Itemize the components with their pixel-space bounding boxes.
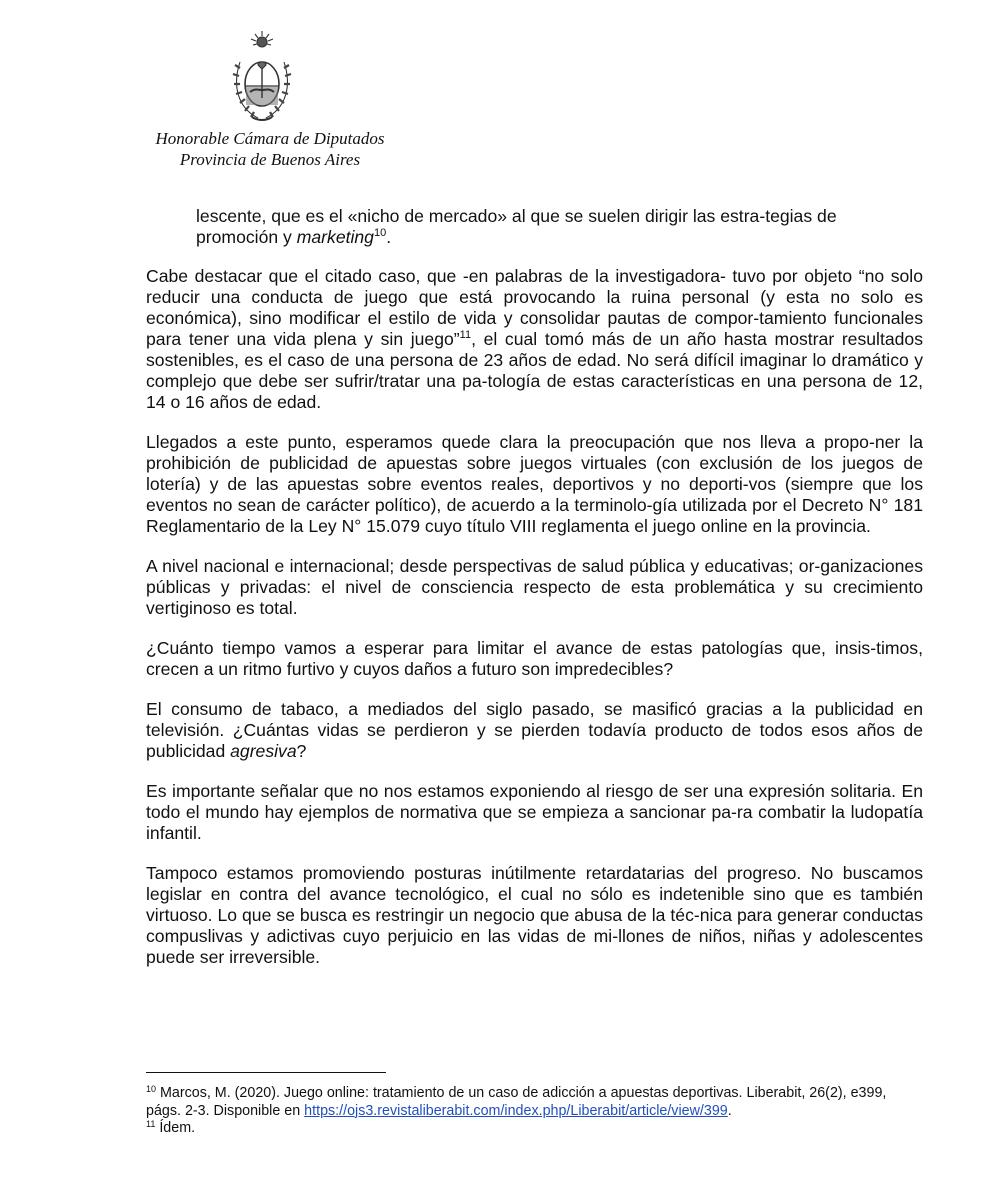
paragraph-5: El consumo de tabaco, a mediados del siglo pasado, se masificó gracias a la publicidad en televisión. ¿Cuántas vidas se perdieron y se pierden todavía producto de todos esos años de publicidad agresiva? [146,699,923,761]
argentina-coat-of-arms-icon [228,28,296,124]
footnote-ref-11: 11 [459,329,472,341]
footnote-ref-10: 10 [373,227,387,239]
emphasis-marketing: marketing [296,227,374,247]
paragraph-4: ¿Cuánto tiempo vamos a esperar para limitar el avance de estas patologías que, insis-timos, crecen a un ritmo furtivo y cuyos daños a futuro son impredecibles? [146,638,923,679]
footnote-11: $^{11}$ Ídem. [146,1119,196,1136]
paragraph-2: Llegados a este punto, esperamos quede clara la preocupación que nos lleva a propo-ner la prohibición de publicidad de apuestas sobre juegos virtuales (con exclusión de los juegos de lotería) y de las apuestas sobre eventos reales, deportivos y no deporti-vos (siempre que los eventos no sean de carácter político), de acuerdo a la terminolo-gía utilizada por el Decreto N° 181 Reglamentario de la Ley N° 15.079 cuyo título VIII reglamenta el juego online en la provincia. [146,432,923,536]
province-name: Provincia de Buenos Aires [179,150,361,169]
document-body [146,206,923,987]
footnote-divider [146,1072,386,1073]
paragraph-3: A nivel nacional e internacional; desde perspectivas de salud pública y educativas; or-ganizaciones públicas y privadas: el nivel de consciencia respecto de esta problemática y su crecimiento vertiginoso es total. [146,556,923,618]
chamber-name: Honorable Cámara de Diputados [155,129,385,148]
footnotes [146,1072,923,1138]
footnote-10: $^{10}$ Marcos, M. (2020). Juego online: tratamiento de un caso de adicción a apuestas deportivas. Liberabit, 26(2), e399, págs. 2-3. Disponible en https://ojs3.revistaliberabit.com/index.php/Liberabit/article/view/399. [146,1084,887,1119]
liberabit-article-link[interactable]: https://ojs3.revistaliberabit.com/index.php/Liberabit/article/view/399 [304,1102,728,1119]
emphasis-agresiva: agresiva [230,741,297,761]
quoted-passage: lescente, que es el «nicho de mercado» al que se suelen dirigir las estra-tegias de promoción y marketing$^{10}$. [196,206,837,247]
institution-header [120,128,420,170]
paragraph-6: Es importante señalar que no nos estamos exponiendo al riesgo de ser una expresión solitaria. En todo el mundo hay ejemplos de normativa que se empieza a sancionar pa-ra combatir la ludopatía infantil. [146,781,923,843]
paragraph-7: Tampoco estamos promoviendo posturas inútilmente retardatarias del progreso. No buscamos legislar en contra del avance tecnológico, el cual no sólo es indetenible sino que es también virtuoso. Lo que se busca es restringir un negocio que abusa de la téc-nica para generar conductas compuslivas y adictivas cuyo perjuicio en las vidas de mi-llones de niños, niñas y adolescentes puede ser irreversible. [146,863,923,967]
paragraph-1: Cabe destacar que el citado caso, que -en palabras de la investigadora- tuvo por objeto “no solo reducir una conducta de juego que está provocando la ruina personal (y esta no solo es económica), sino modificar el estilo de vida y consolidar pautas de compor-tamiento funcionales para tener una vida plena y sin juego”$^{11}$, el cual tomó más de un año hasta mostrar resultados sostenibles, es el caso de una persona de 23 años de edad. No será difícil imaginar lo dramático y complejo que debe ser sufrir/tratar una pa-tología de estas características en una persona de 12, 14 o 16 años de edad. [146,266,923,412]
